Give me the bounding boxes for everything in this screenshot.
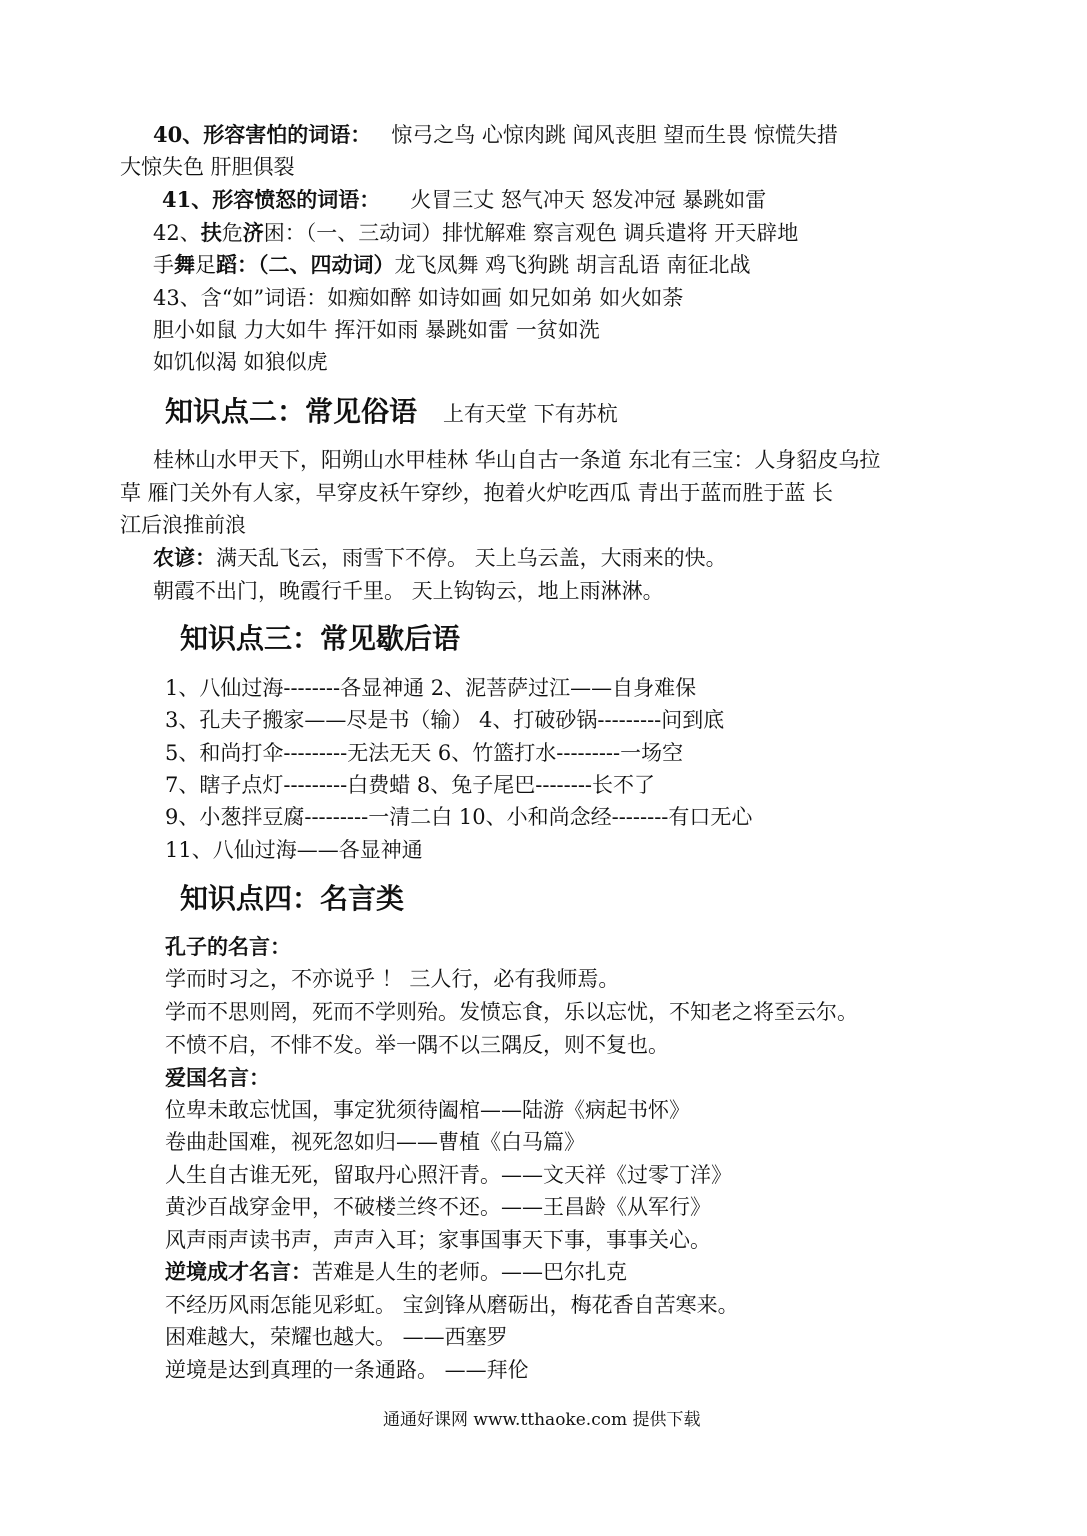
confucius-line-2: 学而不思则罔，死而不学则殆。发愤忘食，乐以忘忧，不知老之将至云尔。 [165, 1000, 858, 1024]
xiehouyu-line-1: 1、八仙过海--------各显神通 2、泥菩萨过江——自身难保 [165, 676, 697, 700]
char-zu: 足 [195, 253, 216, 277]
kp2-para-1: 桂林山水甲天下，阳朔山水甲桂林 华山自古一条道 东北有三宝：人身貂皮乌拉 [153, 448, 881, 472]
line-42b-rest: 龙飞凤舞 鸡飞狗跳 胡言乱语 南征北战 [394, 253, 751, 277]
heading-kp2-sub: 上有天堂 下有苏杭 [443, 402, 618, 426]
adversity-line-4: 逆境是达到真理的一条通路。 ——拜伦 [165, 1358, 529, 1382]
label-41: 41、形容愤怒的词语： [162, 187, 381, 212]
line-43: 43、含“如”词语：如痴如醉 如诗如画 如兄如弟 如火如荼 [153, 286, 684, 310]
patriot-line-2: 卷曲赴国难，视死忽如归——曹植《白马篇》 [165, 1130, 585, 1154]
adversity-line-2: 不经历风雨怎能见彩虹。 宝剑锋从磨砺出，梅花香自苦寒来。 [165, 1293, 739, 1317]
char-shou: 手 [153, 253, 174, 277]
patriot-label: 爱国名言： [165, 1065, 270, 1090]
bold-dao-label: 蹈：（二、四动词） [216, 252, 395, 277]
heading-kp2-title: 知识点二：常见俗语 [165, 395, 418, 428]
confucius-line-3: 不愤不启，不悱不发。举一隅不以三隅反，则不复也。 [165, 1033, 669, 1057]
line-43b: 胆小如鼠 力大如牛 挥汗如雨 暴跳如雷 一贫如洗 [153, 318, 600, 342]
nongyan-line-1: 满天乱飞云，雨雪下不停。 天上乌云盖，大雨来的快。 [216, 546, 727, 570]
xiehouyu-line-5: 9、小葱拌豆腐---------一清二白 10、小和尚念经--------有口无心 [165, 805, 753, 829]
confucius-label: 孔子的名言： [165, 934, 291, 959]
heading-kp4: 知识点四：名言类 [180, 882, 405, 915]
nongyan-label: 农谚： [153, 545, 216, 570]
char-wei: 危 [221, 221, 243, 245]
patriot-line-4: 黄沙百战穿金甲，不破楼兰终不还。——王昌龄《从军行》 [165, 1195, 711, 1219]
line-41 [162, 186, 766, 214]
label-40: 40、形容害怕的词语： [153, 122, 372, 147]
line-43c: 如饥似渴 如狼似虎 [153, 350, 328, 374]
adversity-label: 逆境成才名言： [165, 1259, 312, 1284]
patriot-line-3: 人生自古谁无死，留取丹心照汗青。——文天祥《过零丁洋》 [165, 1163, 732, 1187]
heading-kp2 [165, 394, 618, 432]
patriot-line-5: 风声雨声读书声，声声入耳；家事国事天下事，事事关心。 [165, 1228, 711, 1252]
line-42-rest: 困：（一、三动词）排忧解难 察言观色 调兵遣将 开天辟地 [263, 221, 799, 245]
adversity-first: 苦难是人生的老师。——巴尔扎克 [312, 1260, 627, 1284]
kp2-nongyan-2: 朝霞不出门，晚霞行千里。 天上钩钩云，地上雨淋淋。 [153, 579, 664, 603]
adversity-line-1 [165, 1258, 627, 1286]
line-42b [153, 251, 751, 279]
num-42: 42、 [153, 221, 201, 245]
confucius-line-1: 学而时习之，不亦说乎 ！ 三人行，必有我师焉。 [165, 967, 620, 991]
kp2-nongyan-1 [153, 544, 727, 572]
xiehouyu-line-6: 11、八仙过海——各显神通 [165, 838, 423, 862]
words-40: 惊弓之鸟 心惊肉跳 闻风丧胆 望而生畏 惊慌失措 [391, 123, 838, 147]
page-footer: 通通好课网 www.tthaoke.com 提供下载 [383, 1410, 701, 1430]
bold-char-fu: 扶 [200, 220, 222, 245]
line-42 [153, 219, 798, 247]
kp2-para-3: 江后浪推前浪 [120, 513, 246, 537]
bold-char-wu: 舞 [174, 252, 195, 277]
heading-kp3: 知识点三：常见歇后语 [180, 622, 461, 655]
xiehouyu-line-4: 7、瞎子点灯---------白费蜡 8、兔子尾巴--------长不了 [165, 773, 656, 797]
patriot-line-1: 位卑未敢忘忧国，事定犹须待阖棺——陆游《病起书怀》 [165, 1098, 690, 1122]
line-40 [153, 121, 838, 149]
xiehouyu-line-3: 5、和尚打伞---------无法无天 6、竹篮打水---------一场空 [165, 741, 684, 765]
kp2-para-2: 草 雁门关外有人家，早穿皮袄午穿纱，抱着火炉吃西瓜 青出于蓝而胜于蓝 长 [120, 481, 834, 505]
adversity-line-3: 困难越大，荣耀也越大。 ——西塞罗 [165, 1325, 508, 1349]
xiehouyu-line-2: 3、孔夫子搬家——尽是书（输） 4、打破砂锅---------问到底 [165, 708, 725, 732]
line-40-cont: 大惊失色 肝胆俱裂 [120, 155, 295, 179]
words-41: 火冒三丈 怒气冲天 怒发冲冠 暴跳如雷 [410, 188, 767, 212]
bold-char-ji: 济 [242, 220, 264, 245]
